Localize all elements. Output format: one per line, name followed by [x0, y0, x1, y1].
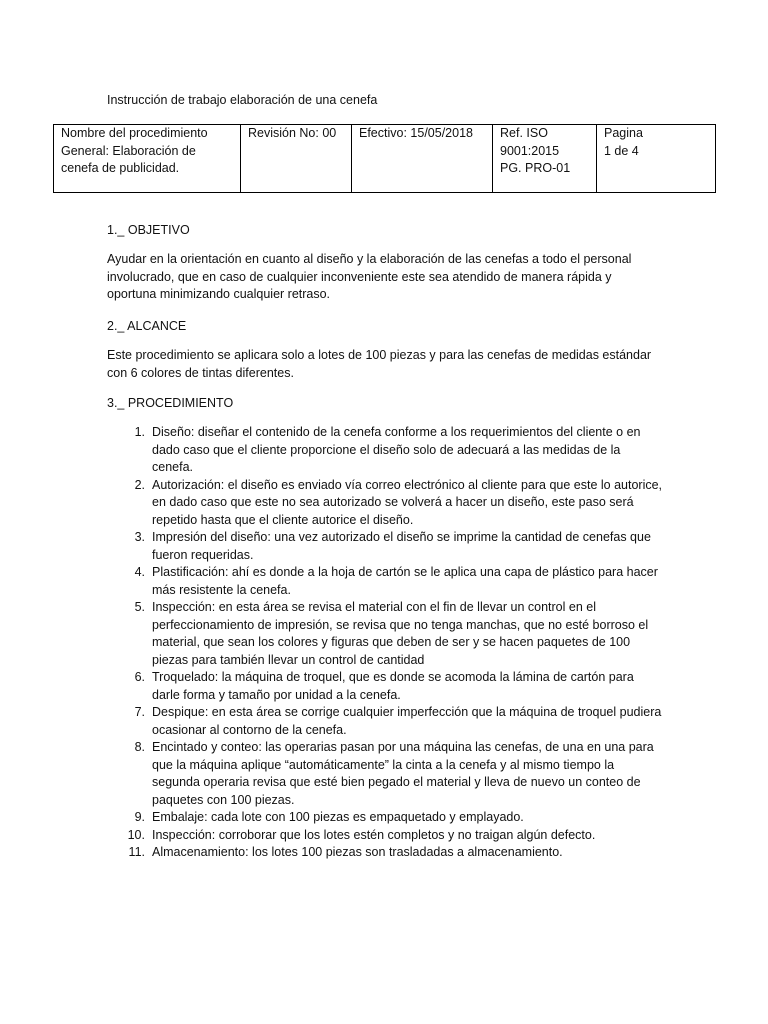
scope-text: Este procedimiento se aplicara solo a lotes de 100 piezas y para las cenefas de medidas estándar con 6 colores de tintas diferentes. [107, 348, 652, 380]
objective-section [107, 222, 662, 240]
step-text: Encintado y conteo: las operarias pasan por una máquina las cenefas, de una en una para que la máquina aplique “automáticamente” la cinta a la cenefa y al mismo tiempo la segunda operaria revisa que esté bien pegado el material y lleva de nuevo un conteo de paquetes con 100 piezas. [152, 740, 654, 807]
reference-cell [493, 125, 597, 193]
procedure-name-cell [54, 125, 241, 193]
step-text: Embalaje: cada lote con 100 piezas es empaquetado y emplayado. [152, 810, 524, 824]
step-number: 7. [134, 705, 145, 719]
procedure-step [107, 844, 663, 862]
step-number: 2. [134, 477, 145, 492]
procedure-step [107, 739, 663, 809]
step-text: Troquelado: la máquina de troquel, que es donde se acomoda la lámina de cartón para darle forma y tamaño por unidad a la cenefa. [152, 670, 634, 702]
step-text: Almacenamiento: los lotes 100 piezas son trasladadas a almacenamiento. [152, 845, 563, 859]
procedure-header-table [53, 124, 716, 193]
step-text: Inspección: corroborar que los lotes estén completos y no traigan algún defecto. [152, 827, 596, 842]
page-cell [597, 125, 716, 193]
step-number: 4. [134, 565, 145, 579]
step-text: Impresión del diseño: una vez autorizado el diseño se imprime la cantidad de cenefas que fueron requeridas. [152, 530, 651, 562]
procedure-step [107, 564, 663, 599]
scope-body [107, 347, 662, 382]
procedure-step [107, 424, 663, 477]
procedure-section [107, 395, 662, 413]
step-number: 8. [134, 740, 145, 754]
step-text: Diseño: diseñar el contenido de la cenefa conforme a los requerimientos del cliente o en dado caso que el cliente proporcione el diseño solo de adecuará a las medidas de la cenefa. [152, 425, 641, 474]
step-number: 11. [128, 845, 145, 859]
step-text: Inspección: en esta área se revisa el material con el fin de llevar un control en el perfeccionamiento de impresión, se revisa que no tenga manchas, que no esté borroso el material, que sean los colores y figuras que deben de ser y se hacen paquetes de 100 piezas para también llevar un control de cantidad [152, 600, 649, 667]
procedure-step [107, 704, 663, 739]
revision-cell [241, 125, 352, 193]
objective-body [107, 251, 662, 304]
procedure-steps-list [107, 424, 663, 862]
scope-heading: 2._ ALCANCE [107, 319, 187, 333]
procedure-step [107, 477, 663, 530]
document-title: Instrucción de trabajo elaboración de una cenefa [107, 93, 378, 107]
iso-reference: Ref. ISO 9001:2015 PG. PRO-01 [500, 126, 571, 175]
scope-section [107, 318, 662, 336]
procedure-step [107, 599, 663, 669]
procedure-heading: 3._ PROCEDIMIENTO [107, 396, 234, 410]
effective-date-cell [352, 125, 493, 193]
page-number: Pagina 1 de 4 [604, 126, 643, 158]
step-text: Autorización: el diseño es enviado vía correo electrónico al cliente para que este lo autorice, en dado caso que este no sea autorizado se volverá a hacer un diseño, este paso será repetido hasta que el cliente autorice el diseño. [152, 477, 663, 527]
step-number: 1. [134, 425, 145, 439]
header-table-row [54, 125, 716, 193]
procedure-step [107, 827, 663, 845]
step-text: Despique: en esta área se corrige cualquier imperfección que la máquina de troquel pudiera ocasionar al contorno de la cenefa. [152, 705, 662, 737]
procedure-step [107, 809, 663, 827]
step-number: 9. [134, 810, 145, 824]
objective-heading: 1._ OBJETIVO [107, 223, 190, 237]
step-number: 5. [134, 600, 145, 614]
procedure-step [107, 669, 663, 704]
effective-date: Efectivo: 15/05/2018 [359, 126, 473, 140]
step-number: 3. [134, 530, 145, 544]
revision-number: Revisión No: 00 [248, 126, 337, 140]
objective-text: Ayudar en la orientación en cuanto al diseño y la elaboración de las cenefas a todo el personal involucrado, que en caso de cualquier inconveniente este sea atendido de manera rápida y oportuna minimizando cualquier retraso. [107, 252, 632, 301]
step-text: Plastificación: ahí es donde a la hoja de cartón se le aplica una capa de plástico para hacer más resistente la cenefa. [152, 565, 658, 597]
step-number: 10. [127, 827, 145, 842]
procedure-name: Nombre del procedimiento General: Elaboración de cenefa de publicidad. [61, 126, 208, 175]
procedure-step [107, 529, 663, 564]
step-number: 6. [134, 670, 145, 684]
